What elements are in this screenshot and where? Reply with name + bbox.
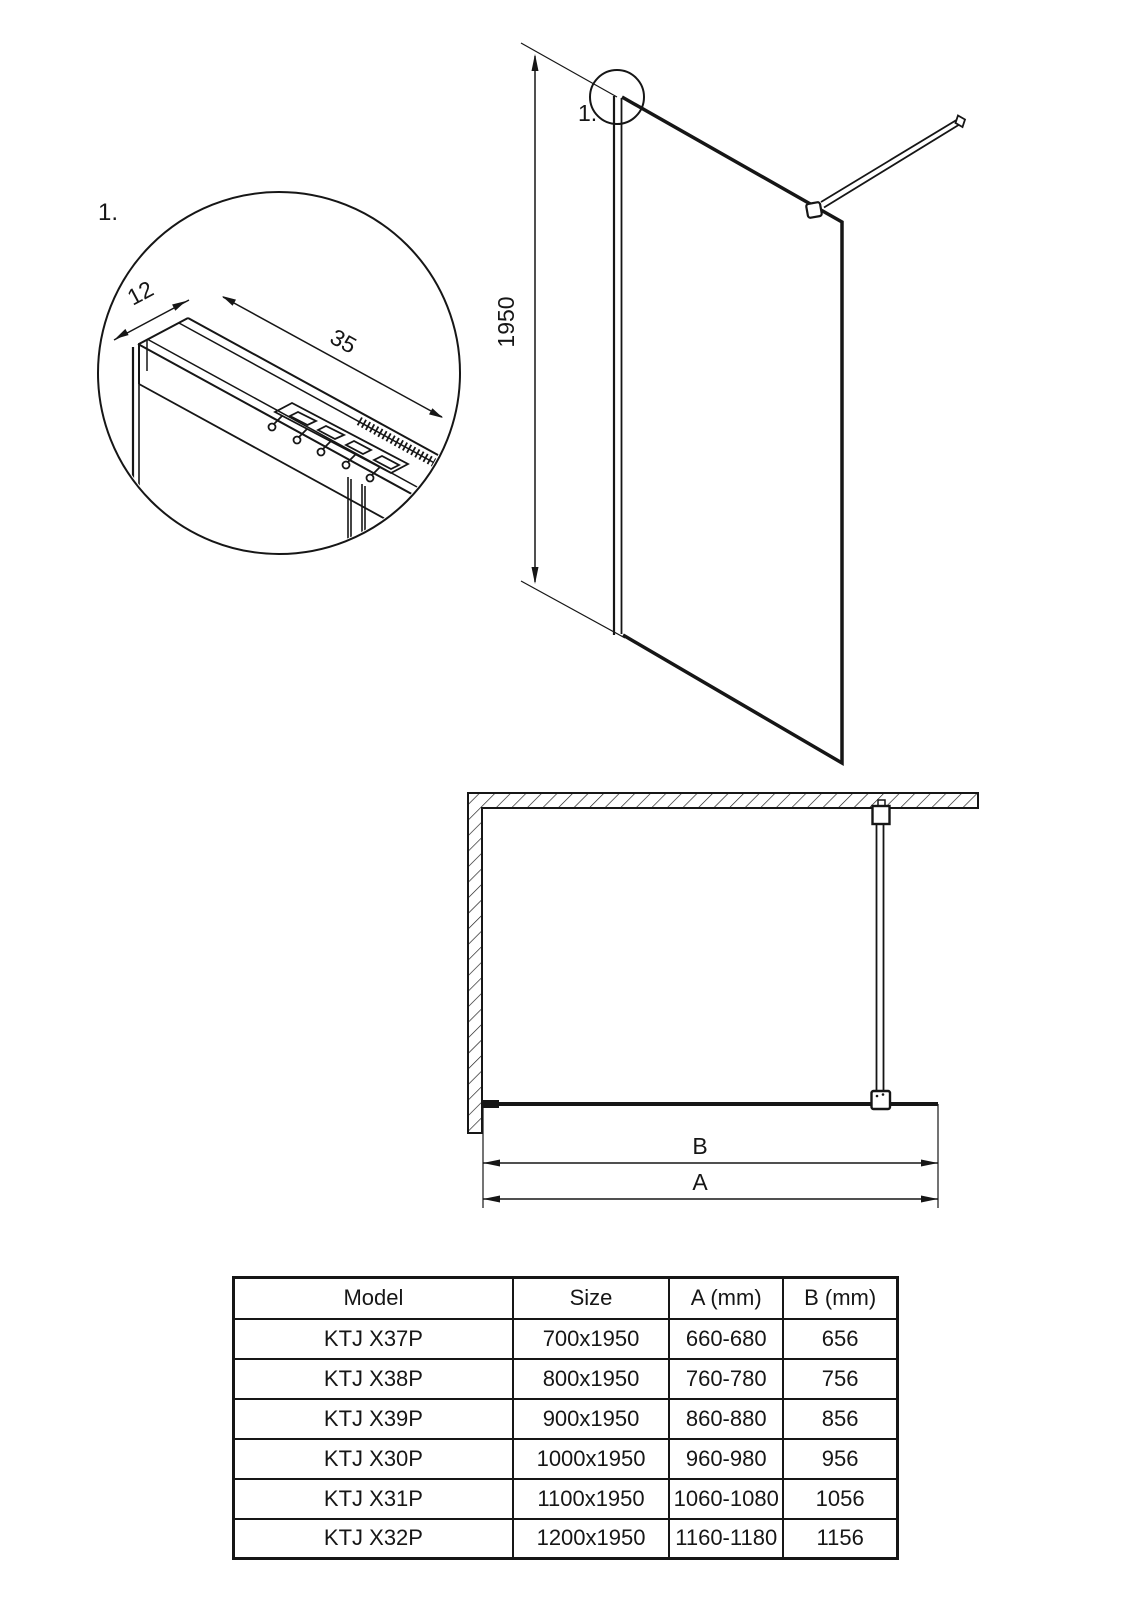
cell-model: KTJ X32P bbox=[234, 1519, 513, 1559]
col-header-size: Size bbox=[513, 1278, 669, 1319]
detail-callout-number: 1. bbox=[98, 199, 119, 226]
wall-section-hatched bbox=[468, 793, 978, 1133]
cell-b: 1156 bbox=[783, 1519, 897, 1559]
support-bar-plan bbox=[872, 800, 891, 1109]
cell-a: 960-980 bbox=[669, 1439, 783, 1479]
cell-b: 756 bbox=[783, 1359, 897, 1399]
cell-model: KTJ X31P bbox=[234, 1479, 513, 1519]
cell-size: 800x1950 bbox=[513, 1359, 669, 1399]
dimension-length-35 bbox=[222, 296, 443, 418]
cell-size: 700x1950 bbox=[513, 1319, 669, 1359]
cell-size: 900x1950 bbox=[513, 1399, 669, 1439]
svg-text:B: B bbox=[692, 1133, 708, 1159]
table-header-row bbox=[234, 1278, 898, 1319]
dimension-width-a bbox=[483, 1169, 938, 1203]
extension-line-bottom bbox=[521, 581, 625, 638]
table-row bbox=[234, 1359, 898, 1399]
cell-size: 1000x1950 bbox=[513, 1439, 669, 1479]
support-bar-glass-clamp bbox=[806, 202, 822, 218]
cell-a: 760-780 bbox=[669, 1359, 783, 1399]
dimension-height-1950 bbox=[493, 54, 539, 584]
dimension-depth-12 bbox=[114, 275, 189, 340]
wall-profile-plan bbox=[482, 1100, 499, 1108]
cell-model: KTJ X30P bbox=[234, 1439, 513, 1479]
glass-panel bbox=[622, 97, 842, 763]
table-row bbox=[234, 1399, 898, 1439]
table-row bbox=[234, 1439, 898, 1479]
size-table bbox=[232, 1276, 899, 1560]
dimension-width-b bbox=[483, 1133, 938, 1167]
cell-size: 1200x1950 bbox=[513, 1519, 669, 1559]
detail-circle bbox=[98, 192, 460, 554]
cell-model: KTJ X37P bbox=[234, 1319, 513, 1359]
cell-a: 660-680 bbox=[669, 1319, 783, 1359]
cell-b: 656 bbox=[783, 1319, 897, 1359]
cell-b: 956 bbox=[783, 1439, 897, 1479]
front-view-drawing bbox=[490, 30, 990, 780]
callout-number: 1. bbox=[578, 100, 598, 126]
cell-b: 1056 bbox=[783, 1479, 897, 1519]
support-bar-glass-bracket bbox=[872, 1091, 891, 1109]
table-row bbox=[234, 1319, 898, 1359]
cell-b: 856 bbox=[783, 1399, 897, 1439]
cell-a: 1160-1180 bbox=[669, 1519, 783, 1559]
cell-model: KTJ X39P bbox=[234, 1399, 513, 1439]
svg-text:1950: 1950 bbox=[493, 296, 519, 348]
detail-view-drawing bbox=[60, 172, 480, 592]
support-bar-wall-bracket bbox=[873, 806, 890, 824]
svg-text:35: 35 bbox=[326, 323, 361, 359]
wall-profile bbox=[614, 96, 622, 635]
plan-view-drawing bbox=[450, 760, 990, 1230]
col-header-b: B (mm) bbox=[783, 1278, 897, 1319]
wall-profile-isometric bbox=[133, 318, 469, 546]
support-bar bbox=[821, 116, 965, 208]
col-header-a: A (mm) bbox=[669, 1278, 783, 1319]
cell-model: KTJ X38P bbox=[234, 1359, 513, 1399]
table-row bbox=[234, 1519, 898, 1559]
cell-a: 860-880 bbox=[669, 1399, 783, 1439]
svg-text:12: 12 bbox=[122, 275, 158, 311]
cell-size: 1100x1950 bbox=[513, 1479, 669, 1519]
svg-text:A: A bbox=[692, 1169, 708, 1195]
col-header-model: Model bbox=[234, 1278, 513, 1319]
cell-a: 1060-1080 bbox=[669, 1479, 783, 1519]
table-row bbox=[234, 1479, 898, 1519]
